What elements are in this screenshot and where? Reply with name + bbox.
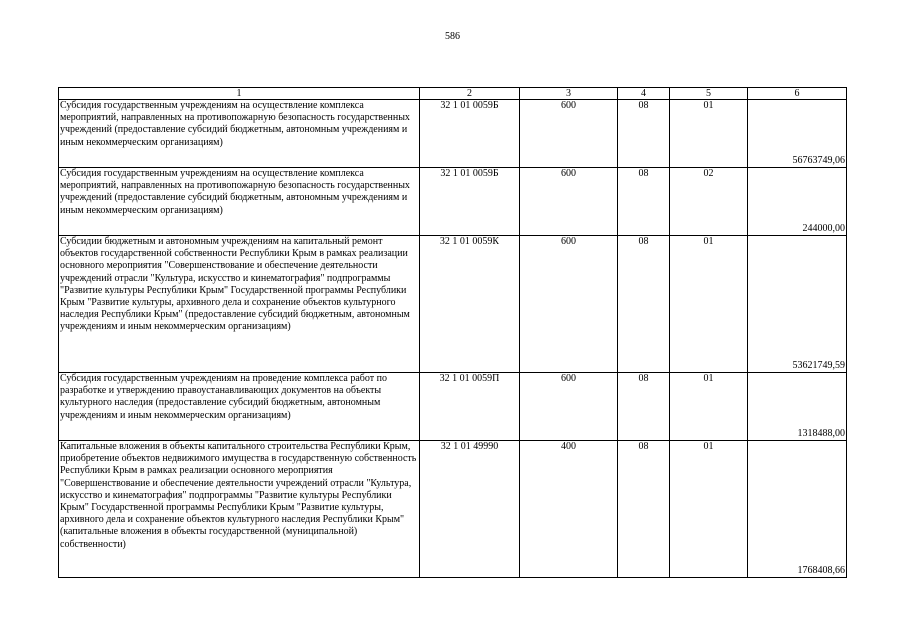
row-expense-type: 600 [520,236,618,373]
row-section: 08 [618,168,670,236]
column-header: 3 [520,88,618,100]
column-header: 6 [748,88,847,100]
row-expense-type: 600 [520,168,618,236]
row-target-code: 32 1 01 0059П [420,373,520,441]
row-section: 08 [618,100,670,168]
column-header: 1 [59,88,420,100]
table-row [59,441,847,578]
row-expense-type: 400 [520,441,618,578]
row-description: Субсидия государственным учреждениям на проведение комплекса работ по разработке и утверждению правоустанавливающих документов на объекты культурного наследия (предоставление субсидий бюджетным, автономным учреждениям и иным некоммерческим организациям) [59,373,420,441]
row-section: 08 [618,441,670,578]
row-subsection: 01 [670,373,748,441]
table-row [59,236,847,373]
row-amount: 1318488,00 [748,373,847,441]
row-section: 08 [618,236,670,373]
table-row [59,100,847,168]
row-expense-type: 600 [520,100,618,168]
page-number: 586 [445,31,460,42]
row-description: Субсидии бюджетным и автономным учреждениям на капитальный ремонт объектов государственной собственности Республики Крым в рамках реализации основного мероприятия "Совершенствование и обеспечение деятельности учреждений отрасли "Культура, искусство и кинематография" подпрограммы "Развитие культуры Республики Крым" Государственной программы Республики Крым "Развитие культуры, архивного дела и сохранение объектов культурного наследия Республики Крым" (предоставление субсидий бюджетным, автономным учреждениям и иным некоммерческим организациям) [59,236,420,373]
row-amount: 56763749,06 [748,100,847,168]
table-row [59,168,847,236]
column-header: 5 [670,88,748,100]
row-subsection: 02 [670,168,748,236]
row-section: 08 [618,373,670,441]
row-subsection: 01 [670,100,748,168]
row-description: Капитальные вложения в объекты капитального строительства Республики Крым, приобретение объектов недвижимого имущества в государственную собственность Республики Крым в рамках реализации основного мероприятия "Совершенствование и обеспечение деятельности учреждений отрасли "Культура, искусство и кинематография" подпрограммы "Развитие культуры Республики Крым" Государственной программы Республики Крым "Развитие культуры, архивного дела и сохранение объектов культурного наследия Республики Крым" (капитальные вложения в объекты государственной (муниципальной) собственности) [59,441,420,578]
row-target-code: 32 1 01 0059К [420,236,520,373]
row-subsection: 01 [670,236,748,373]
column-header: 4 [618,88,670,100]
row-description: Субсидия государственным учреждениям на осуществление комплекса мероприятий, направленных на противопожарную безопасность государственных учреждений (предоставление субсидий бюджетным, автономным учреждениям и иным некоммерческим организациям) [59,168,420,236]
header-row [59,88,847,100]
column-header: 2 [420,88,520,100]
row-expense-type: 600 [520,373,618,441]
row-target-code: 32 1 01 49990 [420,441,520,578]
budget-table [58,87,847,578]
row-amount: 1768408,66 [748,441,847,578]
row-subsection: 01 [670,441,748,578]
row-target-code: 32 1 01 0059Б [420,100,520,168]
row-amount: 244000,00 [748,168,847,236]
table-row [59,373,847,441]
row-target-code: 32 1 01 0059Б [420,168,520,236]
row-amount: 53621749,59 [748,236,847,373]
row-description: Субсидия государственным учреждениям на осуществление комплекса мероприятий, направленных на противопожарную безопасность государственных учреждений (предоставление субсидий бюджетным, автономным учреждениям и иным некоммерческим организациям) [59,100,420,168]
